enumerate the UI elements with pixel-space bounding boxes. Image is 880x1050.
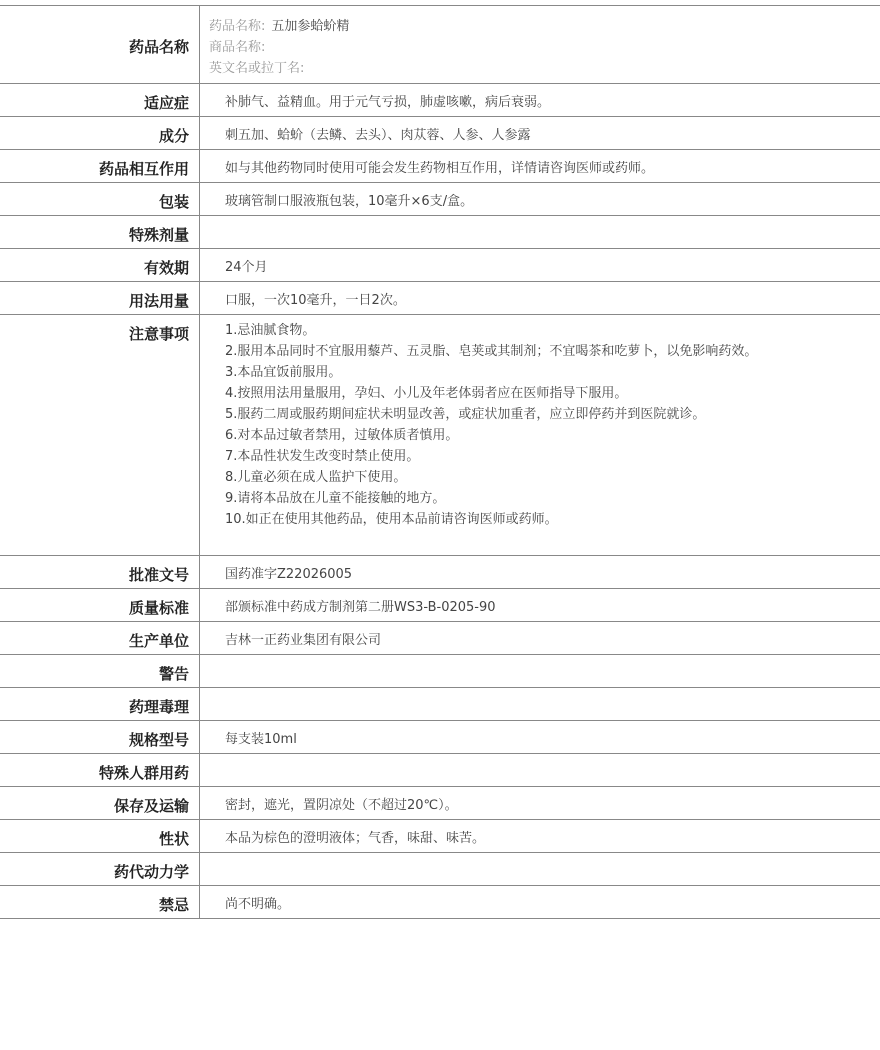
- row-label: 用法用量: [0, 282, 200, 314]
- row-value: 吉林一正药业集团有限公司: [225, 633, 382, 648]
- row-label: 质量标准: [0, 589, 200, 621]
- row-precautions: [0, 315, 880, 556]
- row-manufacturer: [0, 622, 880, 655]
- row-storage: [0, 787, 880, 820]
- row-value: 玻璃管制口服液瓶包装，10毫升×6支/盒。: [225, 194, 474, 209]
- row-label: 特殊剂量: [0, 216, 200, 248]
- generic-name-label: 药品名称:: [209, 19, 266, 34]
- row-label: 有效期: [0, 249, 200, 281]
- precaution-item: 6.对本品过敏者禁用，过敏体质者慎用。: [225, 428, 459, 443]
- precaution-item: 10.如正在使用其他药品，使用本品前请咨询医师或药师。: [225, 512, 558, 527]
- row-value: 本品为棕色的澄明液体；气香，味甜、味苦。: [225, 831, 486, 846]
- row-description: [0, 820, 880, 853]
- row-value: [200, 655, 880, 687]
- row-dosage: [0, 282, 880, 315]
- row-specification: [0, 721, 880, 754]
- drug-info-table: [0, 5, 880, 919]
- row-value: [200, 754, 880, 786]
- row-value: [200, 216, 880, 248]
- precaution-item: 8.儿童必须在成人监护下使用。: [225, 470, 407, 485]
- row-value: 补肺气、益精血。用于元气亏损，肺虚咳嗽，病后衰弱。: [225, 95, 551, 110]
- row-label: 成分: [0, 117, 200, 149]
- row-special-dosage: [0, 216, 880, 249]
- row-approval-number: [0, 556, 880, 589]
- row-value: 口服，一次10毫升，一日2次。: [225, 293, 406, 308]
- row-label: 禁忌: [0, 886, 200, 918]
- row-value: 刺五加、蛤蚧（去鳞、去头）、肉苁蓉、人参、人参露: [225, 128, 531, 143]
- trade-name-label: 商品名称:: [209, 40, 266, 55]
- row-special-populations: [0, 754, 880, 787]
- row-value: [200, 853, 880, 885]
- row-label: 药品名称: [0, 6, 200, 83]
- row-label: 药品相互作用: [0, 150, 200, 182]
- row-value: [200, 688, 880, 720]
- row-ingredients: [0, 117, 880, 150]
- row-interactions: [0, 150, 880, 183]
- row-value: 24个月: [225, 260, 268, 275]
- row-quality-standard: [0, 589, 880, 622]
- row-indications: [0, 84, 880, 117]
- row-label: 特殊人群用药: [0, 754, 200, 786]
- row-shelf-life: [0, 249, 880, 282]
- english-name-label: 英文名或拉丁名:: [209, 61, 305, 76]
- row-pharmacology: [0, 688, 880, 721]
- precaution-item: 9.请将本品放在儿童不能接触的地方。: [225, 491, 446, 506]
- precaution-item: 3.本品宜饭前服用。: [225, 365, 342, 380]
- row-drug-name: [0, 6, 880, 84]
- row-value: 密封，遮光，置阴凉处（不超过20℃）。: [225, 798, 458, 813]
- row-label: 警告: [0, 655, 200, 687]
- row-value: 尚不明确。: [225, 897, 291, 912]
- row-value: 部颁标准中药成方制剂第二册WS3-B-0205-90: [225, 600, 496, 615]
- precaution-item: 1.忌油腻食物。: [225, 323, 316, 338]
- row-value: 国药准字Z22026005: [225, 567, 353, 582]
- row-label: 注意事项: [0, 315, 200, 555]
- row-value: 如与其他药物同时使用可能会发生药物相互作用，详情请咨询医师或药师。: [225, 161, 655, 176]
- row-value: [200, 6, 880, 83]
- row-label: 生产单位: [0, 622, 200, 654]
- row-value: [200, 315, 880, 555]
- row-label: 保存及运输: [0, 787, 200, 819]
- row-label: 包装: [0, 183, 200, 215]
- row-pharmacokinetics: [0, 853, 880, 886]
- precaution-item: 7.本品性状发生改变时禁止使用。: [225, 449, 420, 464]
- row-warning: [0, 655, 880, 688]
- row-label: 适应症: [0, 84, 200, 116]
- row-label: 规格型号: [0, 721, 200, 753]
- row-packaging: [0, 183, 880, 216]
- precaution-item: 2.服用本品同时不宜服用藜芦、五灵脂、皂荚或其制剂；不宜喝茶和吃萝卜，以免影响药效。: [225, 344, 758, 359]
- row-label: 性状: [0, 820, 200, 852]
- precaution-item: 4.按照用法用量服用，孕妇、小儿及年老体弱者应在医师指导下服用。: [225, 386, 628, 401]
- row-value: 每支装10ml: [225, 732, 297, 747]
- precaution-item: 5.服药二周或服药期间症状未明显改善，或症状加重者，应立即停药并到医院就诊。: [225, 407, 706, 422]
- row-contraindications: [0, 886, 880, 919]
- row-label: 批准文号: [0, 556, 200, 588]
- row-label: 药理毒理: [0, 688, 200, 720]
- row-label: 药代动力学: [0, 853, 200, 885]
- generic-name-value: 五加参蛤蚧精: [271, 19, 350, 34]
